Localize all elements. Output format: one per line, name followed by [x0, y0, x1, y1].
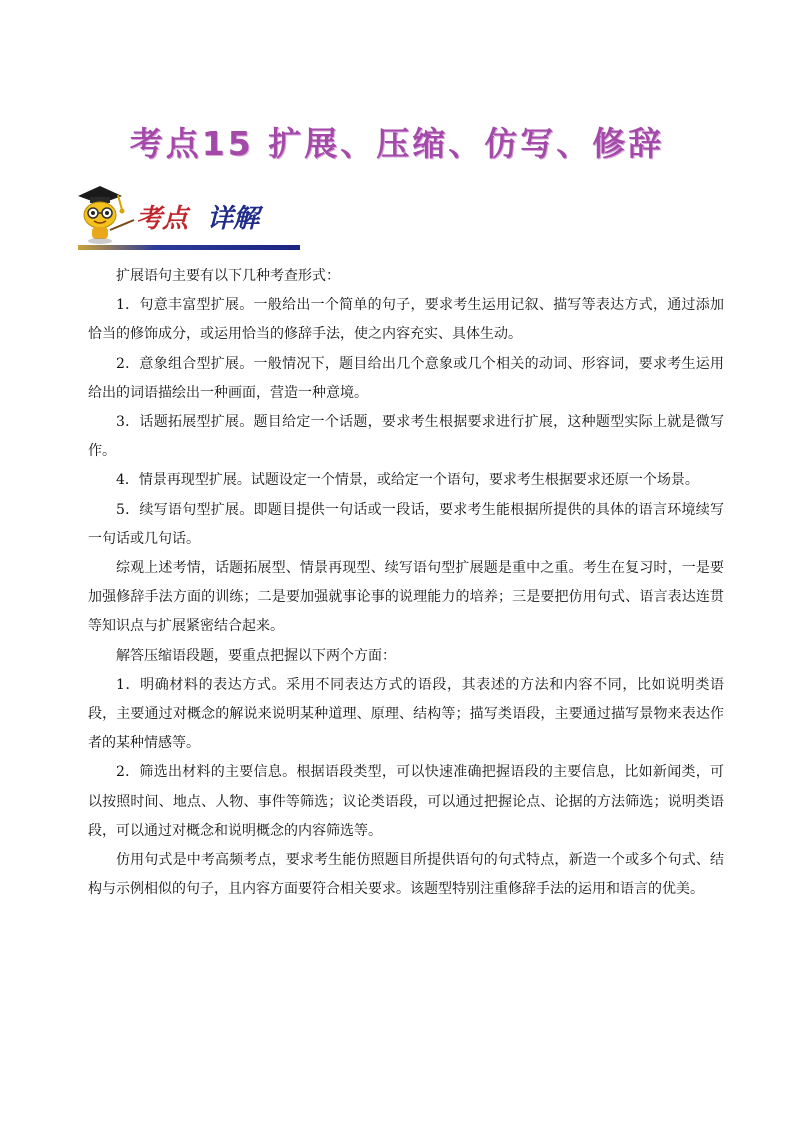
paragraph-item-3: 3．话题拓展型扩展。题目给定一个话题，要求考生根据要求进行扩展，这种题型实际上就是微写作。 [88, 414, 724, 460]
paragraph-item-2: 2．意象组合型扩展。一般情况下，题目给出几个意象或几个相关的动词、形容词，要求考生运用给出的词语描绘出一种画面，营造一种意境。 [88, 355, 724, 401]
banner-label-kaodian: 考点 [136, 204, 189, 234]
paragraph-compress-2: 2．筛选出材料的主要信息。根据语段类型，可以快速准确把握语段的主要信息，比如新闻类，可以按照时间、地点、人物、事件等筛选；议论类语段，可以通过把握论点、论据的方法筛选；说明类语段，可以通过对概念和说明概念的内容筛选等。 [88, 764, 724, 839]
paragraph-item-1: 1．句意丰富型扩展。一般给出一个简单的句子，要求考生运用记叙、描写等表达方式，通过添加恰当的修饰成分，或运用恰当的修辞手法，使之内容充实、具体生动。 [88, 297, 724, 343]
page-title: 考点15 扩展、压缩、仿写、修辞 [129, 124, 665, 163]
banner-label-xiangjie: 详解 [207, 204, 260, 234]
paragraph-item-5: 5．续写语句型扩展。即题目提供一句话或一段话，要求考生能根据所提供的具体的语言环境续写一句话或几句话。 [88, 501, 724, 547]
paragraph-intro: 扩展语句主要有以下几种考查形式： [116, 268, 340, 284]
paragraph-imitation: 仿用句式是中考高频考点，要求考生能仿照题目所提供语句的句式特点，新造一个或多个句式、结构与示例相似的句子，且内容方面要符合相关要求。该题型特别注重修辞手法的运用和语言的优美。 [88, 852, 724, 898]
banner-underline [78, 245, 300, 250]
paragraph-compress-1: 1．明确材料的表达方式。采用不同表达方式的语段，其表述的方法和内容不同，比如说明类语段，主要通过对概念的解说来说明某种道理、原理、结构等；描写类语段，主要通过描写景物来表达作者的某种情感等。 [88, 676, 724, 752]
paragraph-compress-intro: 解答压缩语段题，要重点把握以下两个方面： [116, 647, 396, 664]
paragraph-item-4: 4．情景再现型扩展。试题设定一个情景，或给定一个语句，要求考生根据要求还原一个场景。 [116, 472, 699, 489]
section-banner [70, 182, 300, 252]
graduate-mascot-icon [70, 182, 140, 246]
paragraph-summary: 综观上述考情，话题拓展型、情景再现型、续写语句型扩展题是重中之重。考生在复习时，一是要加强修辞手法方面的训练；二是要加强就事论事的说理能力的培养；三是要把仿用句式、语言表达连贯等知识点与扩展紧密结合起来。 [88, 560, 724, 635]
article-body [88, 262, 724, 904]
